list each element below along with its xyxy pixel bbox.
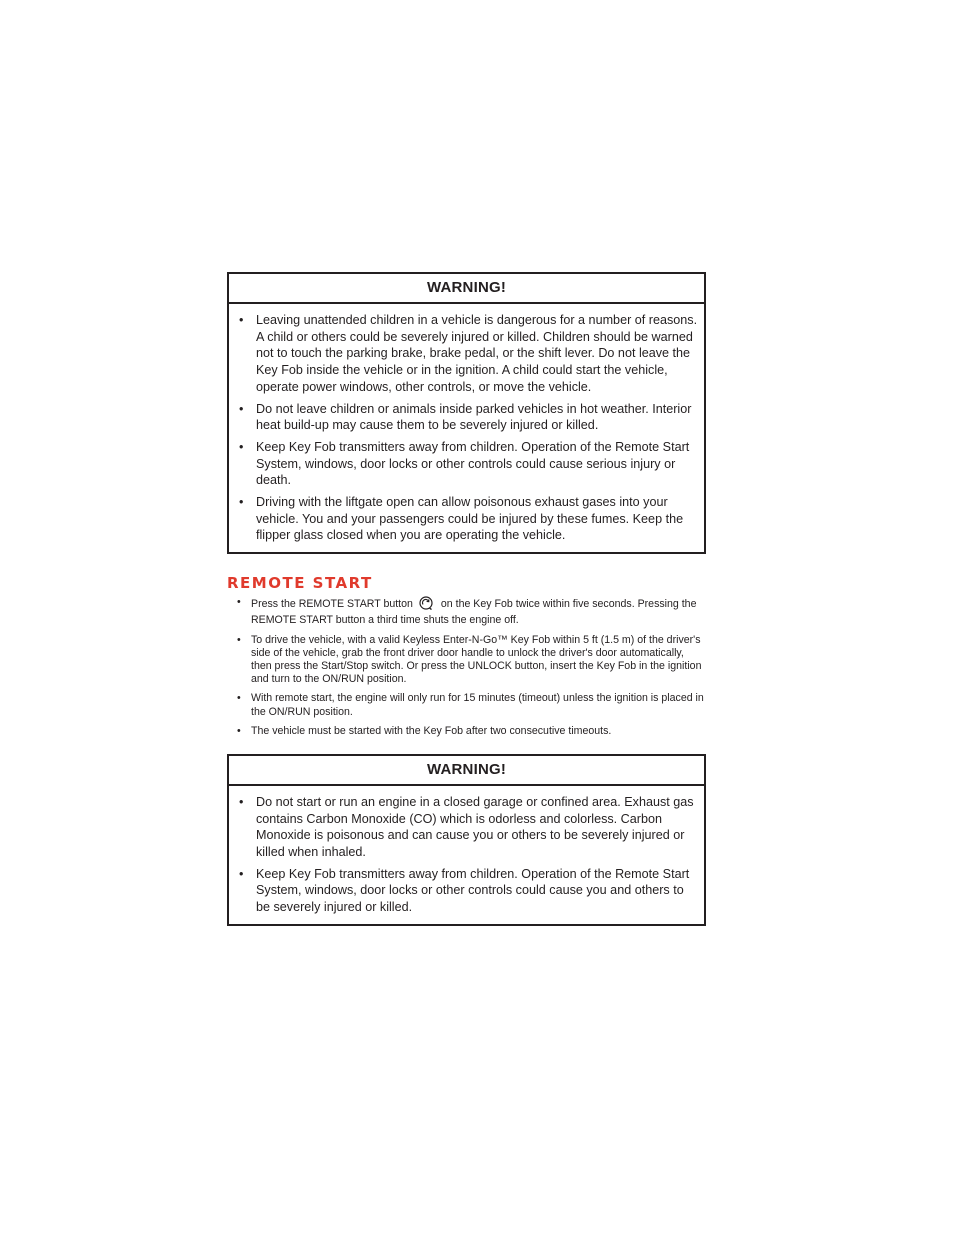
remote-start-item-text: on the Key Fob twice within five seconds. Pressing the REMOTE START button a third time shuts the engine off. [251, 598, 697, 627]
warning-item: • Leaving unattended children in a vehicle is dangerous for a number of reasons. A child or others could be severely injured or killed. Children should be warned not to touch the parking brake, brake pedal, or the shift lever. Do not leave the Key Fob inside the vehicle or in the ignition. A child could start the vehicle, operate power windows, other controls, or move the vehicle. [237, 312, 698, 396]
warning-heading: WARNING! [229, 756, 704, 786]
remote-start-item-text: Press the REMOTE START button [251, 598, 413, 611]
remote-start-item: • With remote start, the engine will only run for 15 minutes (timeout) unless the ignition is placed in the ON/RUN position. [235, 692, 706, 718]
section-title-remote-start: REMOTE START [227, 574, 373, 593]
remote-start-item: • To drive the vehicle, with a valid Keyless Enter-N-Go™ Key Fob within 5 ft (1.5 m) of the driver's side of the vehicle, grab the front driver door handle to unlock the driver's door automatically, then press the Start/Stop switch. Or press the UNLOCK button, insert the Key Fob in the ignition and turn to the ON/RUN position. [235, 634, 706, 687]
remote-start-list [227, 596, 706, 738]
warning-body [229, 304, 704, 552]
warning-item: • Do not start or run an engine in a closed garage or confined area. Exhaust gas contains Carbon Monoxide (CO) which is odorless and colorless. Carbon Monoxide is poisonous and can cause you or others to be severely injured or killed when inhaled. [237, 794, 698, 861]
warning-body [229, 786, 704, 924]
remote-start-icon [419, 596, 433, 614]
warning-list [237, 794, 698, 916]
remote-start-item: • The vehicle must be started with the Key Fob after two consecutive timeouts. [235, 725, 706, 738]
warning-box-1 [227, 272, 706, 554]
warning-item: • Do not leave children or animals inside parked vehicles in hot weather. Interior heat build-up may cause them to be severely injured or killed. [237, 401, 698, 434]
manual-page [227, 272, 706, 926]
warning-list [237, 312, 698, 544]
remote-start-item [235, 596, 706, 627]
warning-heading: WARNING! [229, 274, 704, 304]
warning-item: • Driving with the liftgate open can allow poisonous exhaust gases into your vehicle. You and your passengers could be injured by these fumes. Keep the flipper glass closed when you are operating the vehicle. [237, 494, 698, 544]
warning-item: • Keep Key Fob transmitters away from children. Operation of the Remote Start System, windows, door locks or other controls could cause you and others to be severely injured or killed. [237, 866, 698, 916]
spacer [227, 744, 706, 754]
warning-box-2 [227, 754, 706, 926]
warning-item: • Keep Key Fob transmitters away from children. Operation of the Remote Start System, windows, door locks or other controls could cause serious injury or death. [237, 439, 698, 489]
